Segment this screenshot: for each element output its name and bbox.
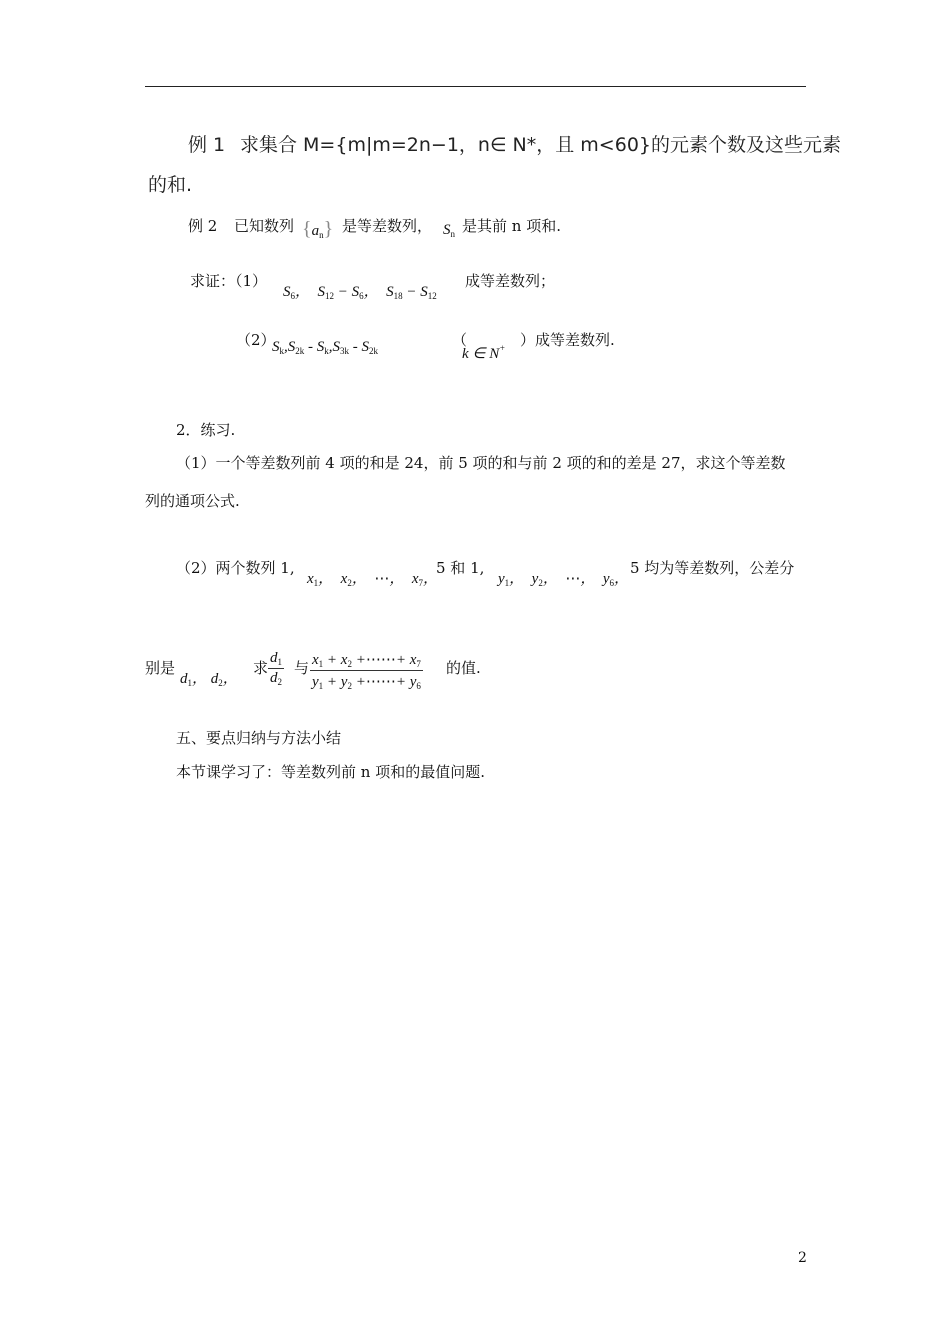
example-1-line1: 求集合 M={m|m=2n−1，n∈ N*，且 m<60}的元素个数及这些元素 — [240, 134, 841, 156]
sequence-an: $\{a_n\}$ — [302, 218, 334, 240]
part2-condition: k ∈ N+ — [462, 343, 506, 362]
example-2-label: 例 2 — [188, 217, 218, 235]
practice-q1-line2: 列的通项公式. — [145, 492, 240, 510]
example-2-intro-b: 是等差数列， — [342, 217, 433, 235]
right-brace: } — [323, 218, 334, 240]
section-5-heading: 五、要点归纳与方法小结 — [176, 729, 342, 747]
common-differences: $d_1$， $d_2$， — [180, 671, 238, 688]
example-2-intro-c: 是其前 n 项和. — [462, 217, 561, 235]
fraction-d1-over-d2: $\frac{d_1}{d_2}$ — [270, 650, 282, 687]
practice-q2-ask: 求 — [253, 659, 269, 677]
header-rule — [145, 86, 806, 87]
fraction-sum-x-over-sum-y: $\frac{x_1 + x_2 +\cdots\cdots+ x_7}{y_1 + y_2 +\cdots\cdots+ y_6}$ — [312, 652, 421, 691]
part1-conclusion: 成等差数列； — [465, 272, 556, 290]
example-1-label: 例 1 — [188, 134, 226, 156]
practice-q2-mid: 5 和 1, — [436, 559, 485, 577]
section-5-summary: 本节课学习了：等差数列前 n 项和的最值问题. — [176, 763, 485, 781]
part1-expression: $S_6$， $S_{12} - S_6$， $S_{18} - S_{12}$ — [283, 284, 437, 301]
practice-q2-tail: 的值. — [446, 659, 481, 677]
x-sequence: $x_1$， $x_2$， ⋯， $x_7$， — [307, 571, 439, 588]
part2-expression: $S_k,S_{2k} - S_k,S_{3k} - S_{2k}$ — [272, 339, 378, 356]
part2-label: （2） — [236, 331, 276, 349]
y-sequence: $y_1$， $y_2$， ⋯， $y_6$， — [498, 571, 630, 588]
part2-open-paren: （ — [452, 331, 468, 349]
page-number: 2 — [798, 1250, 807, 1266]
part2-conclusion: ）成等差数列. — [520, 331, 615, 349]
practice-q2-start: （2）两个数列 1, — [176, 559, 295, 577]
example-2-intro-a: 已知数列 — [234, 217, 295, 235]
prove-label: 求证：（1） — [190, 272, 268, 290]
example-1-line2: 的和. — [148, 174, 193, 196]
practice-q2-line2-start: 别是 — [145, 659, 176, 677]
practice-q2-end: 5 均为等差数列，公差分 — [630, 559, 795, 577]
practice-q1-line1: （1）一个等差数列前 4 项的和是 24，前 5 项的和与前 2 项的和的差是 27，求这个等差数 — [176, 454, 786, 472]
left-brace: { — [302, 218, 312, 240]
practice-q2-and: 与 — [294, 659, 310, 677]
sum-sn: $S_n$ — [443, 222, 455, 239]
practice-heading: 2．练习. — [176, 421, 236, 439]
